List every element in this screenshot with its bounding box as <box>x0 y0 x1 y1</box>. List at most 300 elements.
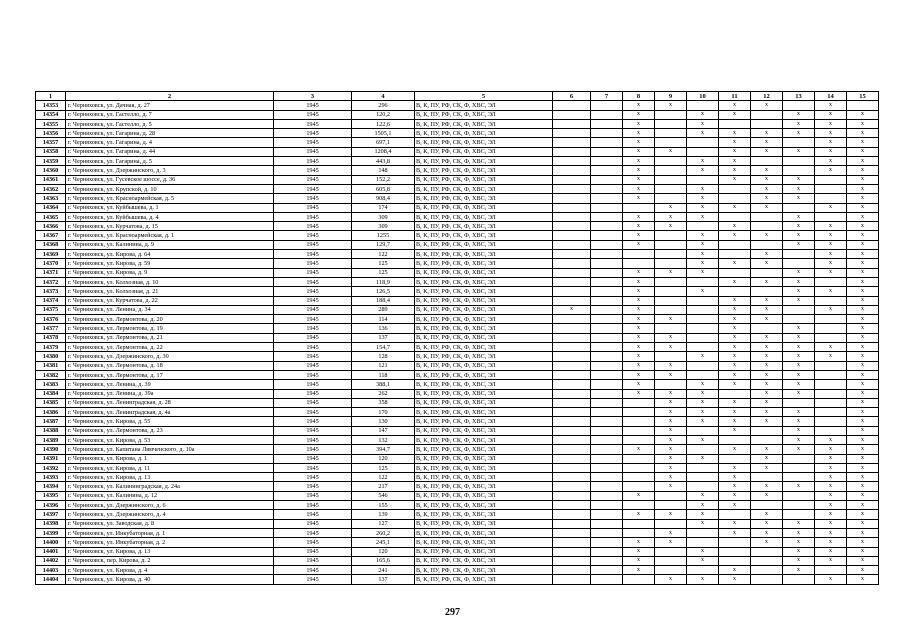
mark-cell-13: x <box>783 435 815 444</box>
row-address: г. Черняховск, ул. Куйбышева, д. 4 <box>66 212 274 221</box>
mark-cell-13: x <box>783 547 815 556</box>
mark-cell-12: x <box>751 491 783 500</box>
mark-cell-12: x <box>751 398 783 407</box>
mark-cell-8: x <box>623 166 655 175</box>
mark-cell-10: x <box>687 519 719 528</box>
mark-cell-10 <box>687 101 719 110</box>
mark-cell-8: x <box>623 194 655 203</box>
mark-cell-10: x <box>687 380 719 389</box>
row-id: 14385 <box>36 398 66 407</box>
mark-cell-10: x <box>687 166 719 175</box>
mark-cell-14: x <box>815 454 847 463</box>
mark-cell-14: x <box>815 157 847 166</box>
mark-cell-10 <box>687 426 719 435</box>
mark-cell-8: x <box>623 566 655 575</box>
mark-cell-6 <box>553 324 591 333</box>
mark-cell-9: x <box>655 101 687 110</box>
mark-cell-8: x <box>623 556 655 565</box>
mark-cell-7 <box>591 147 623 156</box>
mark-cell-11 <box>719 556 751 565</box>
row-id: 14364 <box>36 203 66 212</box>
row-year: 1945 <box>274 147 352 156</box>
mark-cell-11: x <box>719 575 751 584</box>
mark-cell-10 <box>687 463 719 472</box>
row-address: г. Черняховск, ул. Кирова, д. 4 <box>66 566 274 575</box>
mark-cell-13: x <box>783 566 815 575</box>
row-year: 1945 <box>274 575 352 584</box>
mark-cell-12: x <box>751 370 783 379</box>
row-address: г. Черняховск, ул. Ленинградская, д. 4а <box>66 408 274 417</box>
mark-cell-15: x <box>847 110 879 119</box>
row-id: 14398 <box>36 519 66 528</box>
mark-cell-8: x <box>623 343 655 352</box>
table-row <box>36 445 879 454</box>
mark-cell-9: x <box>655 389 687 398</box>
row-id: 14384 <box>36 389 66 398</box>
mark-cell-12 <box>751 212 783 221</box>
table-row <box>36 435 879 444</box>
mark-cell-14 <box>815 370 847 379</box>
mark-cell-10: x <box>687 212 719 221</box>
mark-cell-12 <box>751 473 783 482</box>
column-number-row <box>36 92 879 101</box>
row-id: 14380 <box>36 352 66 361</box>
mark-cell-8 <box>623 203 655 212</box>
mark-cell-13 <box>783 259 815 268</box>
mark-cell-14: x <box>815 482 847 491</box>
page-number: 297 <box>445 607 460 618</box>
row-year: 1945 <box>274 175 352 184</box>
mark-cell-9 <box>655 194 687 203</box>
mark-cell-7 <box>591 324 623 333</box>
mark-cell-10 <box>687 305 719 314</box>
mark-cell-6 <box>553 240 591 249</box>
mark-cell-8: x <box>623 324 655 333</box>
mark-cell-9: x <box>655 147 687 156</box>
row-address: г. Черняховск, ул. Красноармейская, д. 5 <box>66 194 274 203</box>
mark-cell-14 <box>815 408 847 417</box>
row-id: 14389 <box>36 435 66 444</box>
mark-cell-6 <box>553 538 591 547</box>
mark-cell-15: x <box>847 240 879 249</box>
row-area: 241 <box>352 566 415 575</box>
mark-cell-9 <box>655 519 687 528</box>
row-year: 1945 <box>274 370 352 379</box>
row-year: 1945 <box>274 277 352 286</box>
mark-cell-12 <box>751 119 783 128</box>
mark-cell-9: x <box>655 408 687 417</box>
column-number: 2 <box>66 92 274 101</box>
mark-cell-11: x <box>719 417 751 426</box>
mark-cell-11: x <box>719 231 751 240</box>
mark-cell-6 <box>553 268 591 277</box>
mark-cell-10: x <box>687 510 719 519</box>
mark-cell-15: x <box>847 556 879 565</box>
mark-cell-8: x <box>623 538 655 547</box>
mark-cell-10: x <box>687 157 719 166</box>
row-year: 1945 <box>274 222 352 231</box>
mark-cell-8 <box>623 259 655 268</box>
column-number: 6 <box>553 92 591 101</box>
mark-cell-9 <box>655 110 687 119</box>
row-year: 1945 <box>274 528 352 537</box>
row-address: г. Черняховск, ул. Гастелло, д. 5 <box>66 119 274 128</box>
mark-cell-12: x <box>751 250 783 259</box>
mark-cell-15: x <box>847 277 879 286</box>
mark-cell-7 <box>591 538 623 547</box>
mark-cell-13 <box>783 203 815 212</box>
row-address: г. Черняховск, ул. Ленина, д. 39а <box>66 389 274 398</box>
mark-cell-13: x <box>783 222 815 231</box>
row-engineering: В, К, ПУ, РФ, СК, Ф, ХВС, ЭЛ <box>415 352 553 361</box>
mark-cell-10: x <box>687 575 719 584</box>
row-id: 14372 <box>36 277 66 286</box>
mark-cell-11 <box>719 454 751 463</box>
mark-cell-15: x <box>847 380 879 389</box>
row-year: 1945 <box>274 203 352 212</box>
mark-cell-15: x <box>847 250 879 259</box>
column-number: 11 <box>719 92 751 101</box>
mark-cell-11: x <box>719 324 751 333</box>
row-engineering: В, К, ПУ, РФ, СК, Ф, ХВС, ЭЛ <box>415 157 553 166</box>
mark-cell-7 <box>591 454 623 463</box>
mark-cell-12 <box>751 547 783 556</box>
mark-cell-10: x <box>687 352 719 361</box>
mark-cell-7 <box>591 268 623 277</box>
mark-cell-14 <box>815 296 847 305</box>
mark-cell-6 <box>553 119 591 128</box>
mark-cell-9 <box>655 277 687 286</box>
mark-cell-8: x <box>623 147 655 156</box>
mark-cell-12: x <box>751 166 783 175</box>
row-year: 1945 <box>274 324 352 333</box>
mark-cell-9: x <box>655 445 687 454</box>
mark-cell-11: x <box>719 101 751 110</box>
mark-cell-7 <box>591 435 623 444</box>
mark-cell-9 <box>655 380 687 389</box>
row-year: 1945 <box>274 119 352 128</box>
mark-cell-13: x <box>783 175 815 184</box>
mark-cell-14 <box>815 324 847 333</box>
row-area: 128 <box>352 352 415 361</box>
mark-cell-13: x <box>783 370 815 379</box>
mark-cell-13: x <box>783 194 815 203</box>
mark-cell-13: x <box>783 556 815 565</box>
mark-cell-12: x <box>751 538 783 547</box>
mark-cell-11 <box>719 435 751 444</box>
row-area: 139 <box>352 510 415 519</box>
mark-cell-13 <box>783 575 815 584</box>
row-engineering: В, К, ПУ, РФ, СК, Ф, ХВС, ЭЛ <box>415 184 553 193</box>
mark-cell-13: x <box>783 129 815 138</box>
mark-cell-11: x <box>719 110 751 119</box>
mark-cell-11: x <box>719 426 751 435</box>
table-row <box>36 175 879 184</box>
row-engineering: В, К, ПУ, РФ, СК, Ф, ХВС, ЭЛ <box>415 445 553 454</box>
row-engineering: В, К, ПУ, РФ, СК, Ф, ХВС, ЭЛ <box>415 566 553 575</box>
mark-cell-8: x <box>623 370 655 379</box>
row-id: 14363 <box>36 194 66 203</box>
row-address: г. Черняховск, ул. Курчатова, д. 22 <box>66 296 274 305</box>
mark-cell-9: x <box>655 426 687 435</box>
mark-cell-9: x <box>655 333 687 342</box>
mark-cell-8: x <box>623 333 655 342</box>
mark-cell-13: x <box>783 528 815 537</box>
mark-cell-7 <box>591 519 623 528</box>
mark-cell-14: x <box>815 491 847 500</box>
mark-cell-14: x <box>815 445 847 454</box>
row-address: г. Черняховск, ул. Кирова, д. 64 <box>66 250 274 259</box>
row-id: 14391 <box>36 454 66 463</box>
row-engineering: В, К, ПУ, РФ, СК, Ф, ХВС, ЭЛ <box>415 398 553 407</box>
mark-cell-6 <box>553 463 591 472</box>
mark-cell-12 <box>751 435 783 444</box>
row-year: 1945 <box>274 566 352 575</box>
mark-cell-11: x <box>719 175 751 184</box>
mark-cell-13: x <box>783 482 815 491</box>
row-address: г. Черняховск, пер. Кирова, д. 2 <box>66 556 274 565</box>
mark-cell-6 <box>553 138 591 147</box>
mark-cell-9: x <box>655 361 687 370</box>
mark-cell-8: x <box>623 305 655 314</box>
mark-cell-7 <box>591 222 623 231</box>
row-year: 1945 <box>274 538 352 547</box>
row-address: г. Черняховск, ул. Калинина, д. 9 <box>66 240 274 249</box>
mark-cell-13: x <box>783 538 815 547</box>
mark-cell-13: x <box>783 408 815 417</box>
table-row <box>36 259 879 268</box>
row-area: 155 <box>352 501 415 510</box>
row-address: г. Черняховск, ул. Гагарина, д. 4 <box>66 138 274 147</box>
mark-cell-14: x <box>815 240 847 249</box>
mark-cell-14: x <box>815 287 847 296</box>
mark-cell-13: x <box>783 352 815 361</box>
mark-cell-14: x <box>815 463 847 472</box>
row-area: 136 <box>352 324 415 333</box>
mark-cell-6 <box>553 566 591 575</box>
mark-cell-12: x <box>751 417 783 426</box>
mark-cell-7 <box>591 352 623 361</box>
mark-cell-9: x <box>655 222 687 231</box>
mark-cell-10 <box>687 277 719 286</box>
row-id: 14378 <box>36 333 66 342</box>
mark-cell-12: x <box>751 296 783 305</box>
mark-cell-11 <box>719 287 751 296</box>
mark-cell-11: x <box>719 463 751 472</box>
row-id: 14387 <box>36 417 66 426</box>
mark-cell-8 <box>623 398 655 407</box>
table-row <box>36 110 879 119</box>
table-row <box>36 231 879 240</box>
column-number: 14 <box>815 92 847 101</box>
mark-cell-12: x <box>751 203 783 212</box>
row-engineering: В, К, ПУ, РФ, СК, Ф, ХВС, ЭЛ <box>415 380 553 389</box>
row-id: 14357 <box>36 138 66 147</box>
column-number: 12 <box>751 92 783 101</box>
row-engineering: В, К, ПУ, РФ, СК, Ф, ХВС, ЭЛ <box>415 231 553 240</box>
mark-cell-10 <box>687 296 719 305</box>
mark-cell-14 <box>815 426 847 435</box>
mark-cell-13: x <box>783 343 815 352</box>
mark-cell-10: x <box>687 268 719 277</box>
mark-cell-12 <box>751 157 783 166</box>
row-area: 137 <box>352 575 415 584</box>
mark-cell-12: x <box>751 305 783 314</box>
row-address: г. Черняховск, ул. Дзержинского, д. 6 <box>66 501 274 510</box>
mark-cell-14: x <box>815 147 847 156</box>
mark-cell-15: x <box>847 510 879 519</box>
row-engineering: В, К, ПУ, РФ, СК, Ф, ХВС, ЭЛ <box>415 268 553 277</box>
mark-cell-6 <box>553 380 591 389</box>
mark-cell-8: x <box>623 277 655 286</box>
table-row <box>36 575 879 584</box>
row-address: г. Черняховск, ул. Дзержинского, д. 3 <box>66 166 274 175</box>
mark-cell-6 <box>553 501 591 510</box>
mark-cell-15: x <box>847 287 879 296</box>
row-address: г. Черняховск, ул. Курчатова, д. 15 <box>66 222 274 231</box>
mark-cell-7 <box>591 296 623 305</box>
mark-cell-9 <box>655 157 687 166</box>
row-engineering: В, К, ПУ, РФ, СК, Ф, ХВС, ЭЛ <box>415 147 553 156</box>
mark-cell-13 <box>783 157 815 166</box>
mark-cell-8: x <box>623 119 655 128</box>
mark-cell-12: x <box>751 380 783 389</box>
mark-cell-9: x <box>655 417 687 426</box>
row-address: г. Черняховск, ул. Кирова, д. 11 <box>66 463 274 472</box>
row-address: г. Черняховск, ул. Лермонтова, д. 17 <box>66 370 274 379</box>
row-area: 114 <box>352 315 415 324</box>
row-year: 1945 <box>274 482 352 491</box>
mark-cell-12 <box>751 110 783 119</box>
row-year: 1945 <box>274 296 352 305</box>
mark-cell-11: x <box>719 222 751 231</box>
row-year: 1945 <box>274 510 352 519</box>
mark-cell-10: x <box>687 417 719 426</box>
mark-cell-14: x <box>815 259 847 268</box>
row-area: 121 <box>352 361 415 370</box>
mark-cell-15: x <box>847 370 879 379</box>
mark-cell-6 <box>553 259 591 268</box>
mark-cell-13 <box>783 510 815 519</box>
mark-cell-15: x <box>847 166 879 175</box>
mark-cell-12: x <box>751 454 783 463</box>
mark-cell-13: x <box>783 277 815 286</box>
mark-cell-12: x <box>751 138 783 147</box>
table-row <box>36 380 879 389</box>
mark-cell-12 <box>751 556 783 565</box>
row-id: 14390 <box>36 445 66 454</box>
mark-cell-12: x <box>751 343 783 352</box>
mark-cell-12: x <box>751 129 783 138</box>
mark-cell-14: x <box>815 119 847 128</box>
mark-cell-7 <box>591 138 623 147</box>
table-row <box>36 566 879 575</box>
row-address: г. Черняховск, ул. Кирова, д. 1 <box>66 454 274 463</box>
row-engineering: В, К, ПУ, РФ, СК, Ф, ХВС, ЭЛ <box>415 547 553 556</box>
mark-cell-15: x <box>847 333 879 342</box>
row-year: 1945 <box>274 287 352 296</box>
mark-cell-11: x <box>719 343 751 352</box>
row-address: г. Черняховск, ул. Калининградская, д. 24а <box>66 482 274 491</box>
row-engineering: В, К, ПУ, РФ, СК, Ф, ХВС, ЭЛ <box>415 501 553 510</box>
mark-cell-7 <box>591 175 623 184</box>
row-id: 14388 <box>36 426 66 435</box>
row-address: г. Черняховск, ул. Дзержинского, д. 30 <box>66 352 274 361</box>
mark-cell-6 <box>553 147 591 156</box>
row-year: 1945 <box>274 101 352 110</box>
mark-cell-9: x <box>655 268 687 277</box>
row-area: 697,1 <box>352 138 415 147</box>
register-table-body <box>36 92 879 585</box>
mark-cell-15: x <box>847 296 879 305</box>
mark-cell-14: x <box>815 231 847 240</box>
mark-cell-6 <box>553 212 591 221</box>
row-year: 1945 <box>274 556 352 565</box>
row-area: 217 <box>352 482 415 491</box>
mark-cell-14 <box>815 315 847 324</box>
mark-cell-6 <box>553 435 591 444</box>
row-area: 908,4 <box>352 194 415 203</box>
mark-cell-8: x <box>623 110 655 119</box>
mark-cell-10: x <box>687 110 719 119</box>
mark-cell-13 <box>783 315 815 324</box>
mark-cell-15: x <box>847 343 879 352</box>
row-year: 1945 <box>274 454 352 463</box>
mark-cell-12 <box>751 268 783 277</box>
mark-cell-10: x <box>687 194 719 203</box>
mark-cell-13: x <box>783 519 815 528</box>
row-area: 132 <box>352 435 415 444</box>
table-row <box>36 463 879 472</box>
mark-cell-13: x <box>783 389 815 398</box>
mark-cell-14 <box>815 361 847 370</box>
table-row <box>36 370 879 379</box>
mark-cell-13: x <box>783 380 815 389</box>
mark-cell-6 <box>553 157 591 166</box>
row-id: 14379 <box>36 343 66 352</box>
mark-cell-6 <box>553 426 591 435</box>
row-address: г. Черняховск, ул. Ленина, д. 34 <box>66 305 274 314</box>
mark-cell-15: x <box>847 528 879 537</box>
mark-cell-6 <box>553 575 591 584</box>
mark-cell-12: x <box>751 482 783 491</box>
column-number: 5 <box>415 92 553 101</box>
row-area: 546 <box>352 491 415 500</box>
mark-cell-11: x <box>719 203 751 212</box>
row-address: г. Черняховск, ул. Лермонтова, д. 19 <box>66 324 274 333</box>
mark-cell-10: x <box>687 556 719 565</box>
mark-cell-9 <box>655 324 687 333</box>
mark-cell-8: x <box>623 222 655 231</box>
row-area: 118 <box>352 370 415 379</box>
mark-cell-12 <box>751 240 783 249</box>
mark-cell-6 <box>553 519 591 528</box>
mark-cell-7 <box>591 231 623 240</box>
table-row <box>36 250 879 259</box>
row-area: 1255 <box>352 231 415 240</box>
row-address: г. Черняховск, ул. Крупской, д. 10 <box>66 184 274 193</box>
row-year: 1945 <box>274 491 352 500</box>
row-area: 122 <box>352 473 415 482</box>
row-area: 148 <box>352 166 415 175</box>
mark-cell-11 <box>719 547 751 556</box>
mark-cell-6 <box>553 556 591 565</box>
mark-cell-8 <box>623 528 655 537</box>
mark-cell-14 <box>815 184 847 193</box>
mark-cell-8: x <box>623 547 655 556</box>
row-id: 14392 <box>36 463 66 472</box>
mark-cell-11: x <box>719 138 751 147</box>
